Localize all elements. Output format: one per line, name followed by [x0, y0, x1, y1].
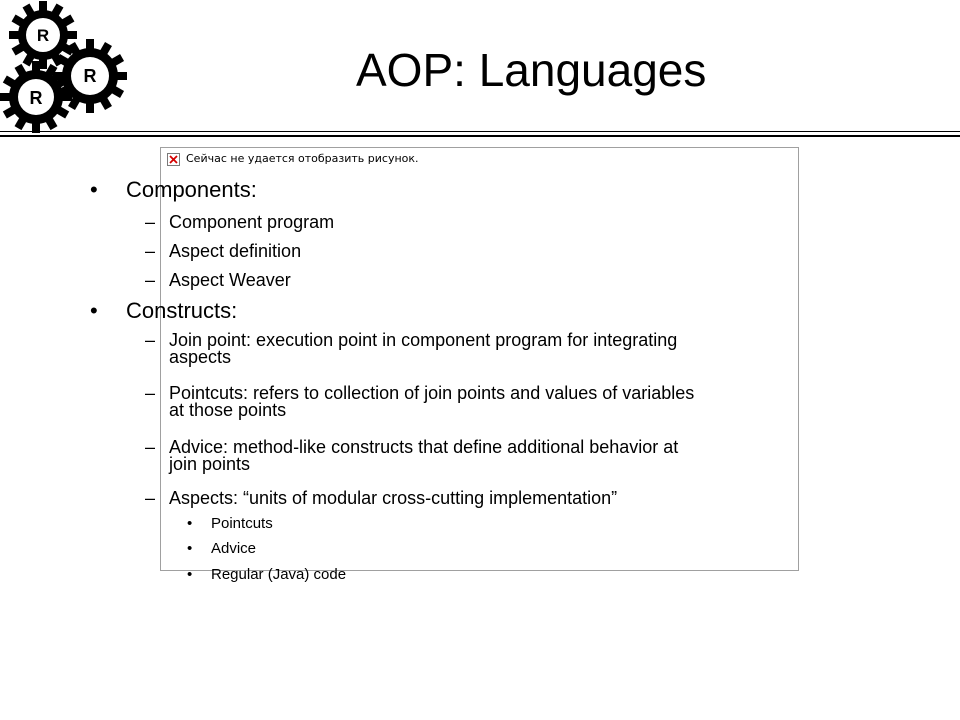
- list-item-text: Component program: [169, 212, 335, 232]
- bullet-marker: •: [187, 566, 193, 583]
- list-item: [145, 383, 695, 420]
- bullet-components: [90, 177, 257, 203]
- list-item-text: Aspect Weaver: [169, 270, 291, 290]
- list-item: [145, 488, 618, 508]
- sub-list-item: [187, 566, 347, 584]
- sub-list-item: [187, 540, 257, 558]
- bullet-marker: •: [90, 298, 98, 323]
- list-item: [145, 330, 678, 367]
- slide-title: AOP: Languages: [356, 44, 707, 96]
- list-item-text: Aspect definition: [169, 241, 302, 261]
- dash-marker: –: [145, 330, 156, 350]
- list-item-line-1: Pointcuts: refers to collection of join points and values of variables: [169, 383, 695, 403]
- dash-marker: –: [145, 383, 156, 403]
- sub-list-item-text: Advice: [211, 540, 257, 557]
- sub-list-item: [187, 515, 273, 533]
- bullet-marker: •: [187, 540, 193, 557]
- list-item-line-2: aspects: [169, 347, 232, 367]
- bullet-constructs: [90, 298, 238, 324]
- dash-marker: –: [145, 488, 156, 508]
- list-item-line-1: Join point: execution point in component program for integrating: [169, 330, 678, 350]
- gear-letter-top: R: [36, 26, 50, 45]
- gear-letter-left: R: [29, 88, 43, 108]
- bullet-marker: •: [187, 515, 193, 532]
- dash-marker: –: [145, 270, 156, 290]
- sub-list-item-text: Regular (Java) code: [211, 566, 347, 583]
- bullet-marker: •: [90, 177, 98, 202]
- dash-marker: –: [145, 212, 156, 232]
- dash-marker: –: [145, 241, 156, 261]
- dash-marker: –: [145, 437, 156, 457]
- list-item-line-2: at those points: [169, 400, 287, 420]
- list-item: [145, 437, 679, 474]
- gear-letter-right: R: [83, 66, 97, 86]
- broken-image-message: Сейчас не удается отобразить рисунок.: [186, 152, 419, 165]
- list-item: [145, 241, 302, 261]
- bullet-label: Constructs:: [126, 298, 238, 323]
- list-item: [145, 212, 335, 232]
- list-item: [145, 270, 291, 290]
- list-item-line-1: Advice: method-like constructs that define additional behavior at: [169, 437, 679, 457]
- bullet-label: Components:: [126, 177, 257, 202]
- sub-list-item-text: Pointcuts: [211, 515, 273, 532]
- list-item-text: Aspects: “units of modular cross-cutting implementation”: [169, 488, 618, 508]
- list-item-line-2: join points: [169, 454, 251, 474]
